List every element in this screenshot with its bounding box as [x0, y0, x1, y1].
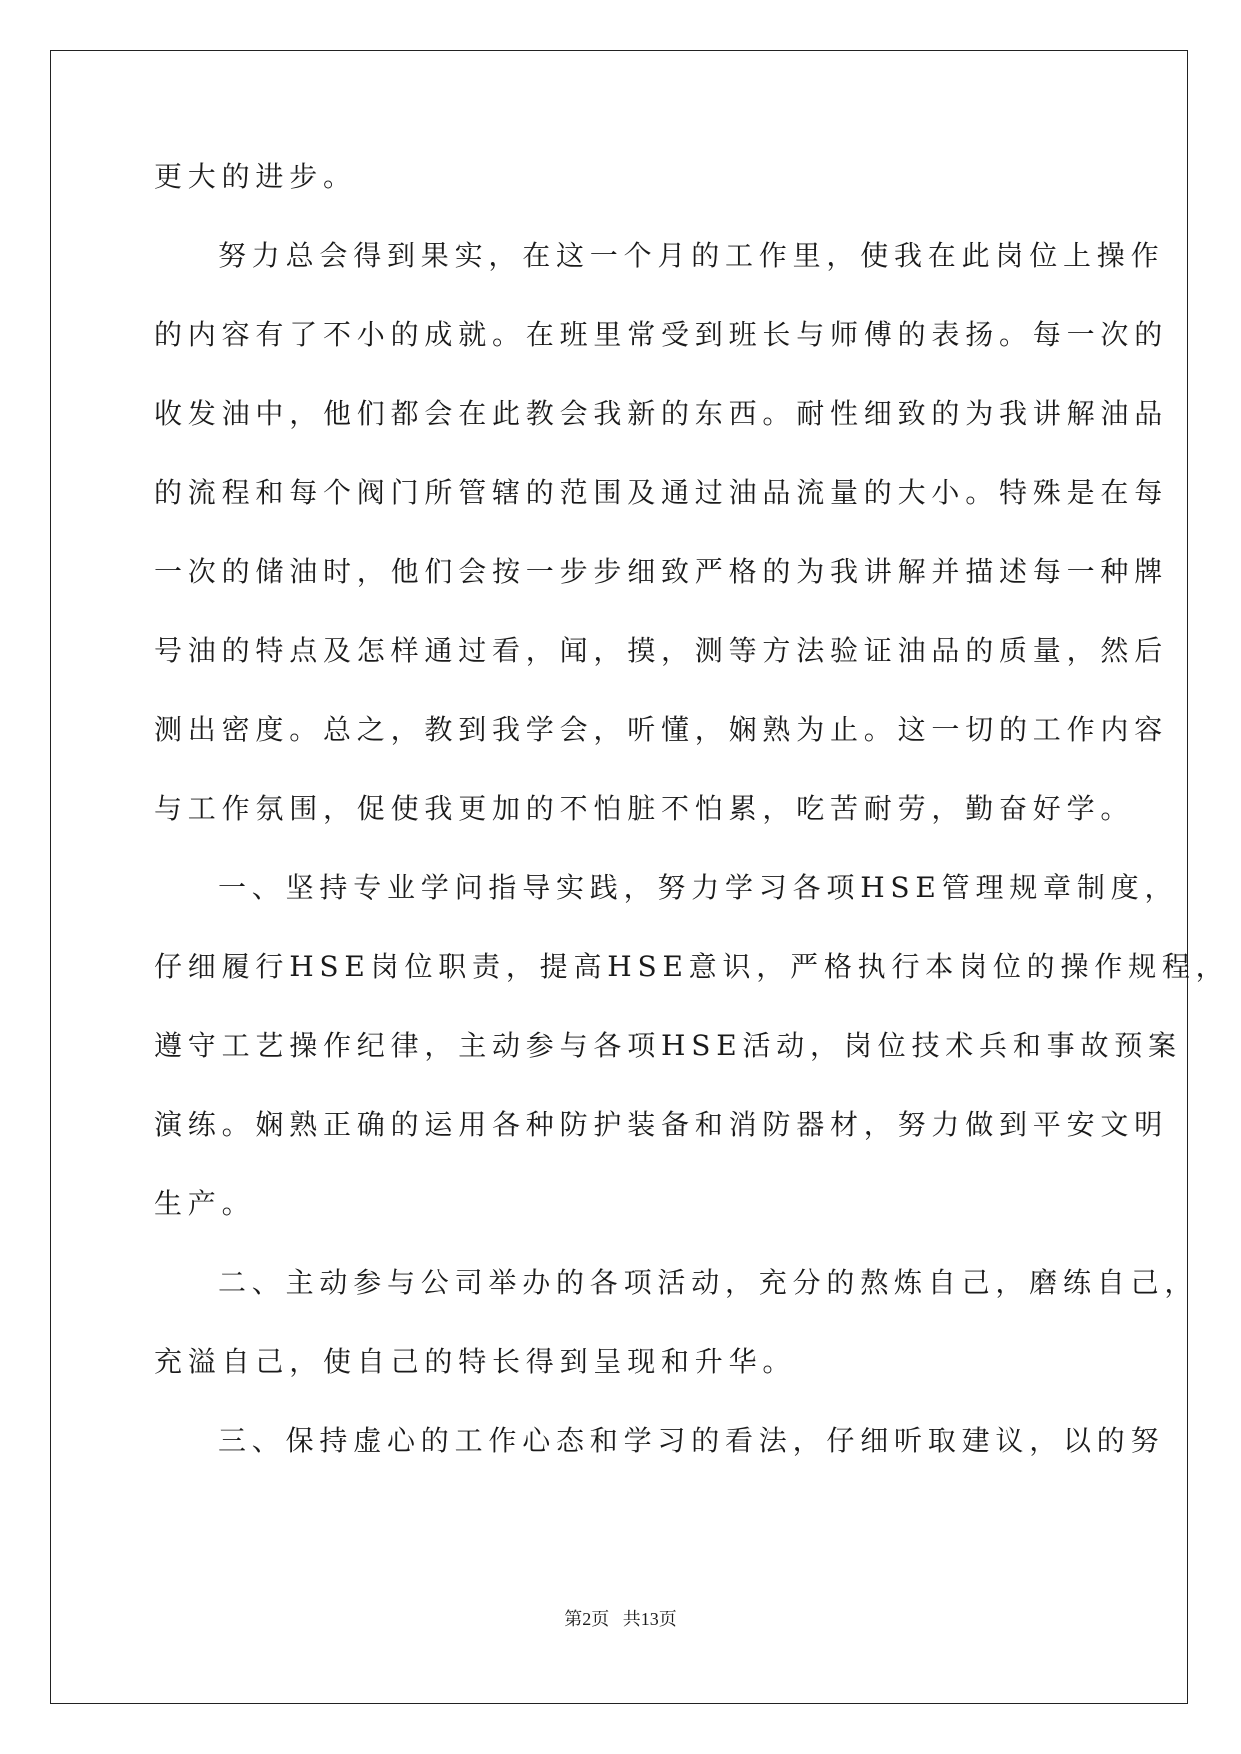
paragraph-start-line: 三、保持虚心的工作心态和学习的看法，仔细听取建议，以的努	[218, 1424, 1165, 1457]
text-line: 一次的储油时，他们会按一步步细致严格的为我讲解并描述每一种牌	[154, 555, 1169, 588]
text-line: 测出密度。总之，教到我学会，听懂，娴熟为止。这一切的工作内容	[154, 713, 1169, 746]
text-line: 遵守工艺操作纪律，主动参与各项HSE活动，岗位技术兵和事故预案	[154, 1029, 1182, 1062]
text-line: 与工作氛围，促使我更加的不怕脏不怕累，吃苦耐劳，勤奋好学。	[154, 792, 1135, 825]
text-line: 充溢自己，使自己的特长得到呈现和升华。	[154, 1345, 797, 1378]
page-footer	[0, 1608, 1241, 1630]
text-line: 的流程和每个阀门所管辖的范围及通过油品流量的大小。特殊是在每	[154, 476, 1169, 509]
paragraph-start-line: 努力总会得到果实，在这一个月的工作里，使我在此岗位上操作	[218, 239, 1165, 272]
text-line: 生产。	[154, 1187, 256, 1220]
text-line: 号油的特点及怎样通过看，闻，摸，测等方法验证油品的质量，然后	[154, 634, 1169, 667]
page-number: 第2页	[564, 1609, 610, 1629]
text-line: 演练。娴熟正确的运用各种防护装备和消防器材，努力做到平安文明	[154, 1108, 1169, 1141]
paragraph-start-line: 一、坚持专业学问指导实践，努力学习各项HSE管理规章制度，	[218, 871, 1179, 904]
text-line: 的内容有了不小的成就。在班里常受到班长与师傅的表扬。每一次的	[154, 318, 1169, 351]
text-line: 仔细履行HSE岗位职责，提高HSE意识，严格执行本岗位的操作规程，	[154, 950, 1230, 983]
page-total: 共13页	[622, 1609, 677, 1629]
text-line: 更大的进步。	[154, 160, 357, 193]
paragraph-start-line: 二、主动参与公司举办的各项活动，充分的熬炼自己，磨练自己，	[218, 1266, 1199, 1299]
document-body	[154, 160, 1230, 1503]
text-line: 收发油中，他们都会在此教会我新的东西。耐性细致的为我讲解油品	[154, 397, 1169, 430]
